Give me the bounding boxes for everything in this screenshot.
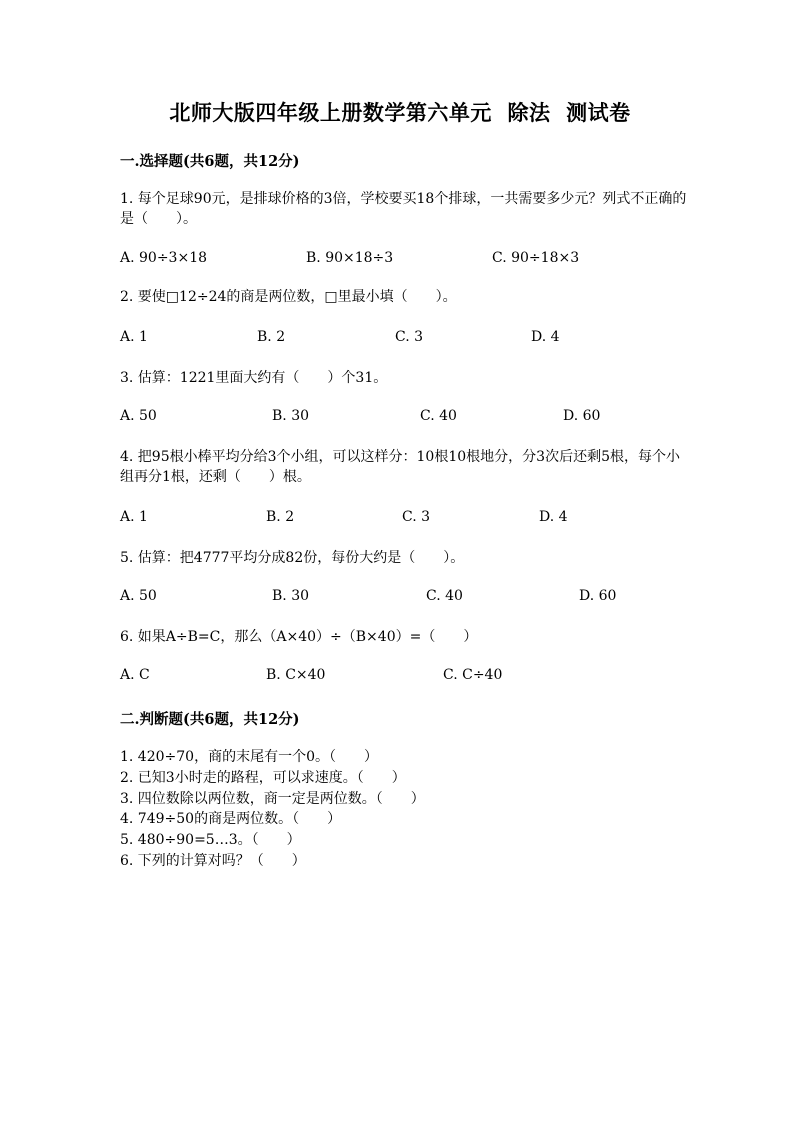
question-3: 3. 估算：1221里面大约有（ ）个31。 <box>120 370 388 386</box>
judgment-item-2: 2. 已知3小时走的路程，可以求速度。（ ） <box>120 770 406 786</box>
option-a: A. 90÷3×18 <box>120 250 208 266</box>
option-c: C. C÷40 <box>443 667 503 683</box>
option-c: C. 3 <box>402 509 431 525</box>
question-4-options <box>0 509 800 529</box>
option-c: C. 40 <box>420 408 457 424</box>
option-d: D. 4 <box>531 329 560 345</box>
option-d: D. 4 <box>539 509 568 525</box>
option-a: A. 50 <box>120 408 157 424</box>
question-6-options <box>0 667 800 687</box>
judgment-item-5: 5. 480÷90=5…3。（ ） <box>120 832 301 848</box>
judgment-item-4: 4. 749÷50的商是两位数。（ ） <box>120 811 342 827</box>
option-c: C. 40 <box>426 588 463 604</box>
question-6: 6. 如果A÷B=C，那么（A×40）÷（B×40）=（ ） <box>120 629 478 645</box>
option-c: C. 90÷18×3 <box>492 250 580 266</box>
option-b: B. 30 <box>272 588 310 604</box>
question-5-options <box>0 588 800 608</box>
question-4: 4. 把95根小棒平均分给3个小组，可以这样分：10根10根地分，分3次后还剩5根，每个小组再分1根，还剩（ ）根。 <box>120 449 680 485</box>
option-c: C. 3 <box>395 329 424 345</box>
option-b: B. 30 <box>272 408 310 424</box>
question-2-options <box>0 329 800 349</box>
option-d: D. 60 <box>579 588 617 604</box>
page-title: 北师大版四年级上册数学第六单元 除法 测试卷 <box>169 100 631 125</box>
option-a: A. C <box>120 667 150 683</box>
option-a: A. 1 <box>120 329 148 345</box>
question-1: 1. 每个足球90元，是排球价格的3倍，学校要买18个排球，一共需要多少元？列式不正确的是（ ）。 <box>120 191 687 227</box>
judgment-item-1: 1. 420÷70，商的末尾有一个0。（ ） <box>120 749 378 765</box>
question-3-options <box>0 408 800 428</box>
option-b: B. 2 <box>257 329 286 345</box>
question-5: 5. 估算：把4777平均分成82份，每份大约是（ ）。 <box>120 550 465 566</box>
section-heading-choice: 一.选择题(共6题，共12分) <box>120 153 300 170</box>
option-b: B. 90×18÷3 <box>306 250 394 266</box>
question-2: 2. 要使□12÷24的商是两位数，□里最小填（ ）。 <box>120 289 457 305</box>
option-b: B. 2 <box>266 509 295 525</box>
option-b: B. C×40 <box>266 667 326 683</box>
option-d: D. 60 <box>563 408 601 424</box>
judgment-item-3: 3. 四位数除以两位数，商一定是两位数。（ ） <box>120 791 425 807</box>
option-a: A. 1 <box>120 509 148 525</box>
question-1-options <box>0 250 800 270</box>
judgment-item-6: 6. 下列的计算对吗？（ ） <box>120 853 306 869</box>
option-a: A. 50 <box>120 588 157 604</box>
section-heading-true-false: 二.判断题(共6题，共12分) <box>120 711 300 728</box>
